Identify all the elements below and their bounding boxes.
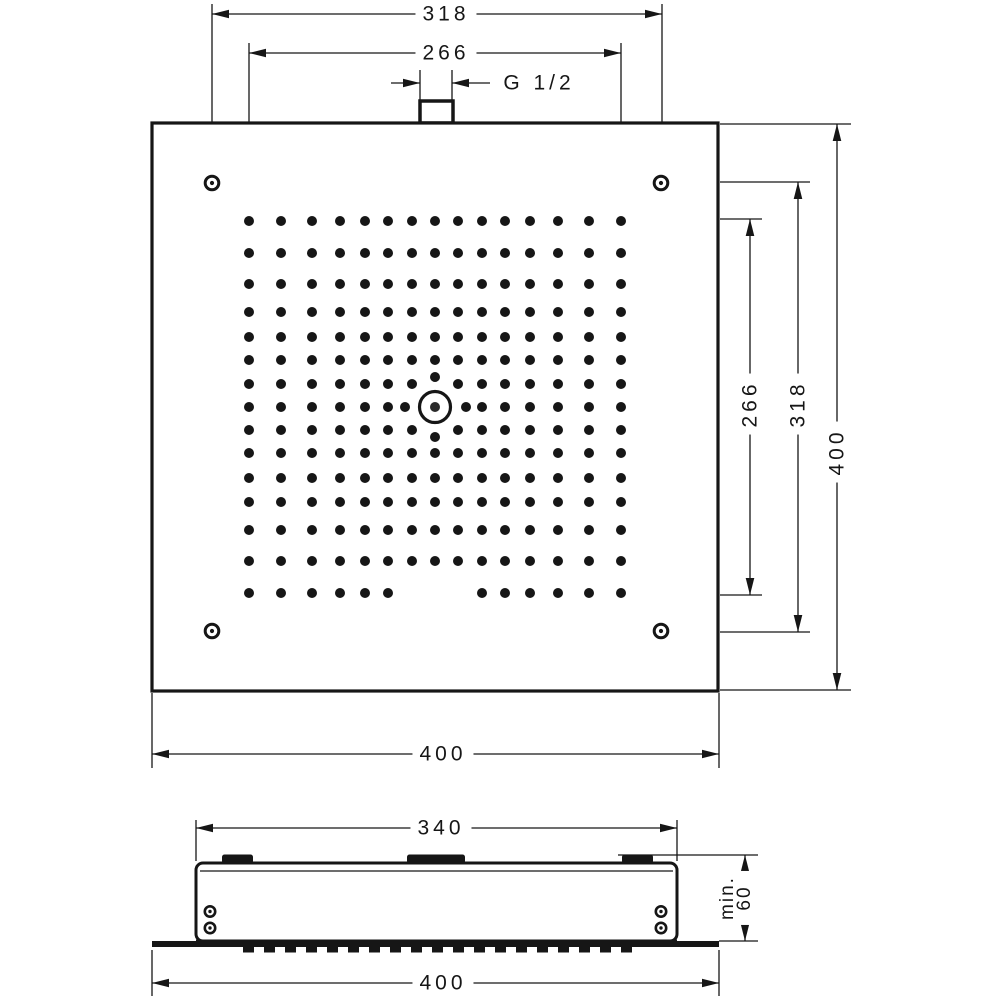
dim-label-thread-g12: G 1/2 xyxy=(496,71,581,96)
dim-label-top-318: 318 xyxy=(415,2,476,27)
dim-label-bottom-400: 400 xyxy=(412,742,473,767)
dim-label-right-400: 400 xyxy=(825,421,850,482)
dim-label-min-text: min. xyxy=(717,876,738,920)
dim-label-top-266: 266 xyxy=(415,41,476,66)
dim-label-min-value: 60 xyxy=(734,885,755,911)
dim-label-right-318: 318 xyxy=(786,373,811,434)
dim-label-right-266: 266 xyxy=(738,373,763,434)
dim-label-side-400: 400 xyxy=(412,971,473,996)
dim-label-side-340: 340 xyxy=(410,816,471,841)
dim-label-min-60 xyxy=(717,871,755,925)
